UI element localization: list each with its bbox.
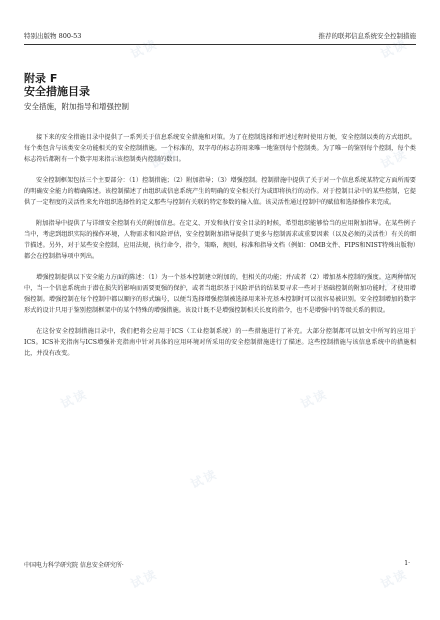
- watermark: 试读: [378, 266, 410, 292]
- watermark: 试读: [188, 466, 220, 492]
- page-footer: [24, 560, 416, 572]
- body-text: [24, 132, 416, 369]
- watermark: 试读: [378, 36, 410, 62]
- appendix-label: 附录 F: [24, 72, 58, 85]
- watermark: 试读: [128, 36, 160, 62]
- header-publication: 特别出版物 800-53: [24, 32, 82, 40]
- page-header: [24, 30, 416, 45]
- watermark: 试读: [148, 146, 180, 172]
- paragraph: 安全控制框架包括三个主要部分：（1）控制措施；（2）附加指导；（3）增强控制。控制措施中提供了关于对一个信息系统某特定方面所需要的明确安全能力的精确陈述。该控制描述了由组织或信息系统产生的明确的安全相关行为或即将执行的动作。对于控制目录中的某些控制，它提供了一定程度的灵活性来允许组织选择性的定义那些与控制有关联的特定参数的输入值。该灵活性通过控制中的赋值和选择操作来完成。: [24, 177, 416, 206]
- watermark: 试读: [378, 146, 410, 172]
- paragraph: 在这份安全控制措施目录中，我们把将会应用于ICS（工业控制系统）的一些措施进行了补充。大部分控制都可以加文中所写的应用于ICS。ICS补充指南与ICS增强补充指南中针对具体的应用环境对所采用的安全控制措施进行了描述。这些控制措施与该信息系统中的措施相比，并没有改变。: [24, 328, 416, 357]
- page-number: 1·: [404, 560, 410, 567]
- paragraph: 接下来的安全措施目录中提供了一系列关于信息系统安全措施和对策。为了在控制选择和评述过程时使用方便，安全控制以类的方式组织。每个类包含与该类安全功能相关的安全控制措施。一个标准的，双字母的标志符用来唯一地鉴别每个控制类。为了唯一的鉴别每个控制，每个类标志符后都附有一个数字用来指示该控制类内控制的数目。: [24, 134, 416, 163]
- header-doc-title: 推荐的联邦信息系统安全控制措施: [318, 32, 416, 40]
- watermark: 试读: [128, 566, 160, 592]
- paragraph: 增强控制提供以下安全能力方面的陈述：（1）为一个基本控制建立附加的，但相关的功能；并/或者（2）增加基本控制的强度。这两种情况中，当一个信息系统由于潜在损失的影响而需要更强的保护，或者当组织基于风险评估的结果要寻求一些对于基础控制的附加功能时，才使用增强控制。增强控制在每个控制中都以顺序的形式编号，以便当选择增强控制被选择用来补充基本控制时可以很容易被识别。安全控制增加的数字形式的设计只用于鉴别控制框架中的某个特殊的增强措施。该设计既不是增强控制相关长度的指令，也不是增强中的等级关系的假设。: [24, 274, 416, 314]
- watermark: 试读: [108, 266, 140, 292]
- paragraph: 附加指导中提供了与详细安全控制有关的附加信息。在定义、开发和执行安全目录的时候，希望组织能够恰当的应用附加指导。在某些例子当中，考虑到组织实际的操作环境，人物需求和风险评估，安全控制附加指导提供了更多与控制需求或重要因素（以及必须的灵活性）有关的细节描述。另外，对于某些安全控制，应用法规，执行命令，指令，策略，规则，标准和指导文档（例如：OMB文件、FIPS和NIST特殊出版物）都会在控制指导项中列出。: [24, 220, 416, 260]
- watermark: 试读: [58, 386, 90, 412]
- page-subtitle: 安全措施，附加指导和增强控制: [24, 102, 129, 111]
- watermark: 试读: [298, 386, 330, 412]
- watermark: 试读: [378, 566, 410, 592]
- footer-institute: 中国电力科学研究院 信息安全研究所·: [24, 562, 124, 569]
- page-title: 安全措施目录: [24, 85, 90, 98]
